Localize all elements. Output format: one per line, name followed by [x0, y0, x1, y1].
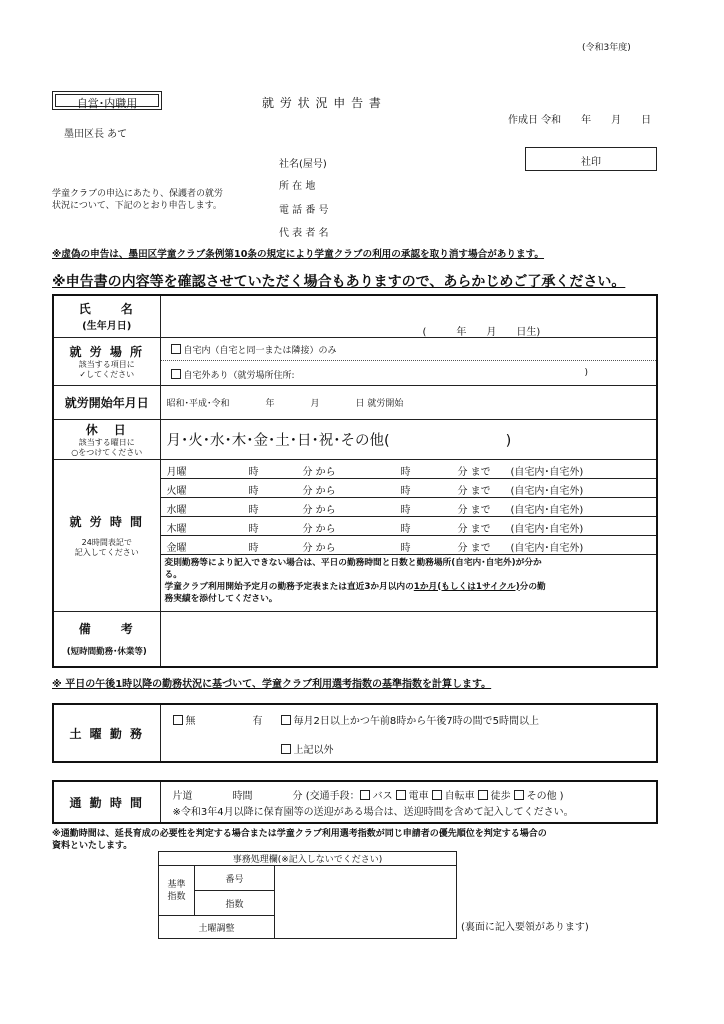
commute-label: 通 勤 時 間	[69, 795, 145, 810]
hours-rows	[161, 460, 657, 554]
workplace-options-cell	[160, 337, 657, 385]
hours-min-from: 分 から	[302, 542, 336, 554]
checkbox-saturday-opt-1[interactable]	[281, 715, 291, 725]
fiscal-year: (令和3年度)	[582, 43, 631, 53]
hours-place: (自宅内･自宅外)	[510, 504, 584, 516]
hours-hour-to: 時	[400, 485, 411, 497]
commute-mode-option[interactable]: 徒歩	[478, 791, 511, 802]
checkbox-saturday-none[interactable]	[173, 715, 183, 725]
hours-hour-from: 時	[248, 504, 259, 516]
back-note: (裏面に記入要領があります)	[461, 922, 589, 933]
commute-cell[interactable]	[160, 781, 657, 823]
hours-min-from: 分 から	[302, 523, 336, 535]
hours-min-to: 分 まで	[457, 542, 491, 554]
hours-day: 木曜	[166, 523, 187, 535]
hours-note-4: 務実績を添付してください。	[164, 593, 278, 604]
hours-min-to: 分 まで	[457, 523, 491, 535]
workplace-sub-2: ✓してください	[79, 369, 135, 379]
saturday-options-cell	[160, 704, 657, 762]
addressee: 墨田区長 あて	[64, 129, 128, 140]
remarks-input-cell[interactable]	[160, 611, 657, 667]
office-kijun-cell	[159, 866, 195, 916]
birth-date-format: ( 年 月 日生)	[422, 327, 541, 337]
name-label-cell	[53, 295, 160, 337]
commute-mode-checkbox[interactable]	[432, 790, 442, 800]
hours-place: (自宅内･自宅外)	[510, 523, 584, 535]
commute-line-1: 片道 時間 分 (交通手段： バス 電車 自転車 徒歩 その他 )	[172, 791, 564, 802]
category-box	[52, 91, 162, 110]
checkbox-home[interactable]	[171, 344, 181, 354]
hours-note-3: 学童クラブ利用開始予定月の勤務予定表または直近3か月以内の1か月(もしくは1サイクル)分の勤	[164, 581, 546, 592]
intro-text-1: 学童クラブの申込にあたり、保護者の就労	[52, 189, 224, 199]
remarks-sub: (短時間勤務･休業等)	[66, 647, 147, 658]
birth-label: (生年月日)	[82, 321, 132, 333]
hours-sub-1: 24時間表記で	[81, 537, 132, 547]
warning-confirmation: ※申告書の内容等を確認させていただく場合もありますので、あらかじめご了承ください。	[52, 274, 626, 290]
holiday-sub-2: ○をつけてください	[71, 447, 143, 457]
hours-hour-to: 時	[400, 504, 411, 516]
hours-cell	[160, 459, 657, 611]
saturday-label: 土 曜 勤 務	[69, 726, 145, 741]
workplace-option-home[interactable]: 自宅内（自宅と同一または隣接）のみ	[171, 343, 337, 356]
hours-row[interactable]	[161, 497, 657, 516]
commute-mode-checkbox[interactable]	[514, 790, 524, 800]
hours-place: (自宅内･自宅外)	[510, 466, 584, 478]
company-seal-label: 社印	[581, 157, 601, 168]
hours-min-from: 分 から	[302, 485, 336, 497]
commute-mode-option[interactable]: 電車	[396, 791, 429, 802]
saturday-table	[52, 703, 658, 763]
hours-min-from: 分 から	[302, 466, 336, 478]
holiday-label-cell	[53, 419, 160, 459]
commute-mode-checkbox[interactable]	[396, 790, 406, 800]
hours-hour-to: 時	[400, 542, 411, 554]
commute-mode-checkbox[interactable]	[478, 790, 488, 800]
hours-hour-to: 時	[400, 523, 411, 535]
commute-mode-option[interactable]: バス	[360, 791, 393, 802]
workplace-option-outside[interactable]: 自宅外あり（就労場所住所:	[171, 368, 295, 381]
name-input-cell[interactable]	[160, 295, 657, 337]
commute-mode-option[interactable]: その他	[514, 791, 557, 802]
saturday-opt-1[interactable]: 毎月2日以上かつ午前8時から午後7時の間で5時間以上	[281, 712, 539, 727]
hours-day: 月曜	[166, 466, 187, 478]
main-form-table	[52, 294, 658, 668]
name-label: 氏 名	[78, 302, 135, 317]
commute-line-2: ※令和3年4月以降に保育園等の送迎がある場合は、送迎時間を含めて記入してください。	[172, 807, 574, 818]
company-phone-label: 電 話 番 号	[279, 205, 329, 216]
office-shisu-label: 指数	[195, 891, 275, 916]
saturday-yes: 有	[252, 716, 263, 727]
start-date-label: 就労開始年月日	[64, 395, 149, 410]
workplace-label-cell	[53, 337, 160, 385]
remarks-label: 備 考	[78, 622, 135, 637]
hours-min-to: 分 まで	[457, 504, 491, 516]
hours-day: 金曜	[166, 542, 187, 554]
hours-hour-from: 時	[248, 466, 259, 478]
footnote-saturday-index: ※ 平日の午後1時以降の勤務状況に基づいて、学童クラブ利用選考指数の基準指数を計算します。	[52, 679, 492, 690]
hours-hour-from: 時	[248, 485, 259, 497]
saturday-none[interactable]: 無	[173, 712, 196, 727]
category-label: 自営･内職用	[76, 97, 138, 110]
office-kijun-shisu: 指数	[167, 891, 186, 902]
footnote-commute-1: ※通勤時間は、延長育成の必要性を判定する場合または学童クラブ利用選考指数が同じ申請者の優先順位を判定する場合の	[52, 829, 547, 839]
company-address-label: 所 在 地	[279, 181, 316, 192]
page-title: 就 労 状 況 申 告 書	[262, 96, 382, 110]
hours-hour-to: 時	[400, 466, 411, 478]
hours-row[interactable]	[161, 535, 657, 554]
hours-day: 水曜	[166, 504, 187, 516]
holiday-label: 休 日	[85, 422, 128, 437]
hours-row[interactable]	[161, 516, 657, 535]
saturday-label-cell	[53, 704, 160, 762]
hours-row[interactable]	[161, 478, 657, 497]
office-kijun: 基準	[167, 879, 186, 890]
hours-min-to: 分 まで	[457, 485, 491, 497]
office-saturday-adj: 土曜調整	[159, 916, 275, 939]
office-blank-cell	[275, 866, 457, 939]
hours-note-1: 変則勤務等により記入できない場合は、平日の勤務時間と日数と勤務場所(自宅内･自宅外)が分か	[164, 557, 542, 568]
hours-day: 火曜	[166, 485, 187, 497]
checkbox-saturday-opt-2[interactable]	[281, 744, 291, 754]
workplace-label: 就 労 場 所	[69, 344, 145, 359]
hours-min-from: 分 から	[302, 504, 336, 516]
hours-note	[161, 554, 657, 611]
holiday-sub-1: 該当する曜日に	[78, 437, 135, 447]
office-use-table	[158, 851, 457, 939]
start-date-field[interactable]: 昭和･平成･令和 年 月 日 就労開始	[160, 385, 657, 419]
workplace-sub-1: 該当する項目に	[78, 359, 135, 369]
start-date-label-cell	[53, 385, 160, 419]
commute-table	[52, 780, 658, 824]
warning-false-report: ※虚偽の申告は、墨田区学童クラブ条例第10条の規定により学童クラブの利用の承認を取り消す場合があります。	[52, 249, 545, 260]
footnote-commute-2: 資料といたします。	[52, 841, 133, 851]
company-name-label: 社名(屋号)	[279, 159, 327, 170]
hours-label-cell	[53, 459, 160, 611]
hours-row[interactable]	[161, 460, 657, 478]
commute-label-cell	[53, 781, 160, 823]
hours-hour-from: 時	[248, 523, 259, 535]
hours-min-to: 分 まで	[457, 466, 491, 478]
workplace-option-close: )	[584, 367, 589, 378]
commute-mode-option[interactable]: 自転車	[432, 791, 475, 802]
company-rep-label: 代 表 者 名	[279, 228, 329, 239]
hours-hour-from: 時	[248, 542, 259, 554]
created-date: 作成日 令和 年 月 日	[508, 115, 652, 126]
office-header: 事務処理欄(※記入しないでください)	[159, 852, 457, 866]
checkbox-outside[interactable]	[171, 369, 181, 379]
hours-note-2: る。	[164, 569, 182, 580]
saturday-opt-2[interactable]: 上記以外	[281, 741, 334, 756]
hours-place: (自宅内･自宅外)	[510, 542, 584, 554]
intro-text-2: 状況について、下記のとおり申告します。	[52, 201, 222, 211]
hours-sub-2: 記入してください	[74, 547, 139, 557]
commute-mode-checkbox[interactable]	[360, 790, 370, 800]
commute-modes	[360, 791, 560, 802]
hours-place: (自宅内･自宅外)	[510, 485, 584, 497]
remarks-label-cell	[53, 611, 160, 667]
company-seal-box[interactable]	[525, 147, 657, 171]
office-bango-label: 番号	[195, 866, 275, 891]
holiday-days[interactable]: 月･火･水･木･金･土･日･祝･その他( )	[160, 419, 657, 459]
hours-label: 就 労 時 間	[69, 514, 145, 529]
